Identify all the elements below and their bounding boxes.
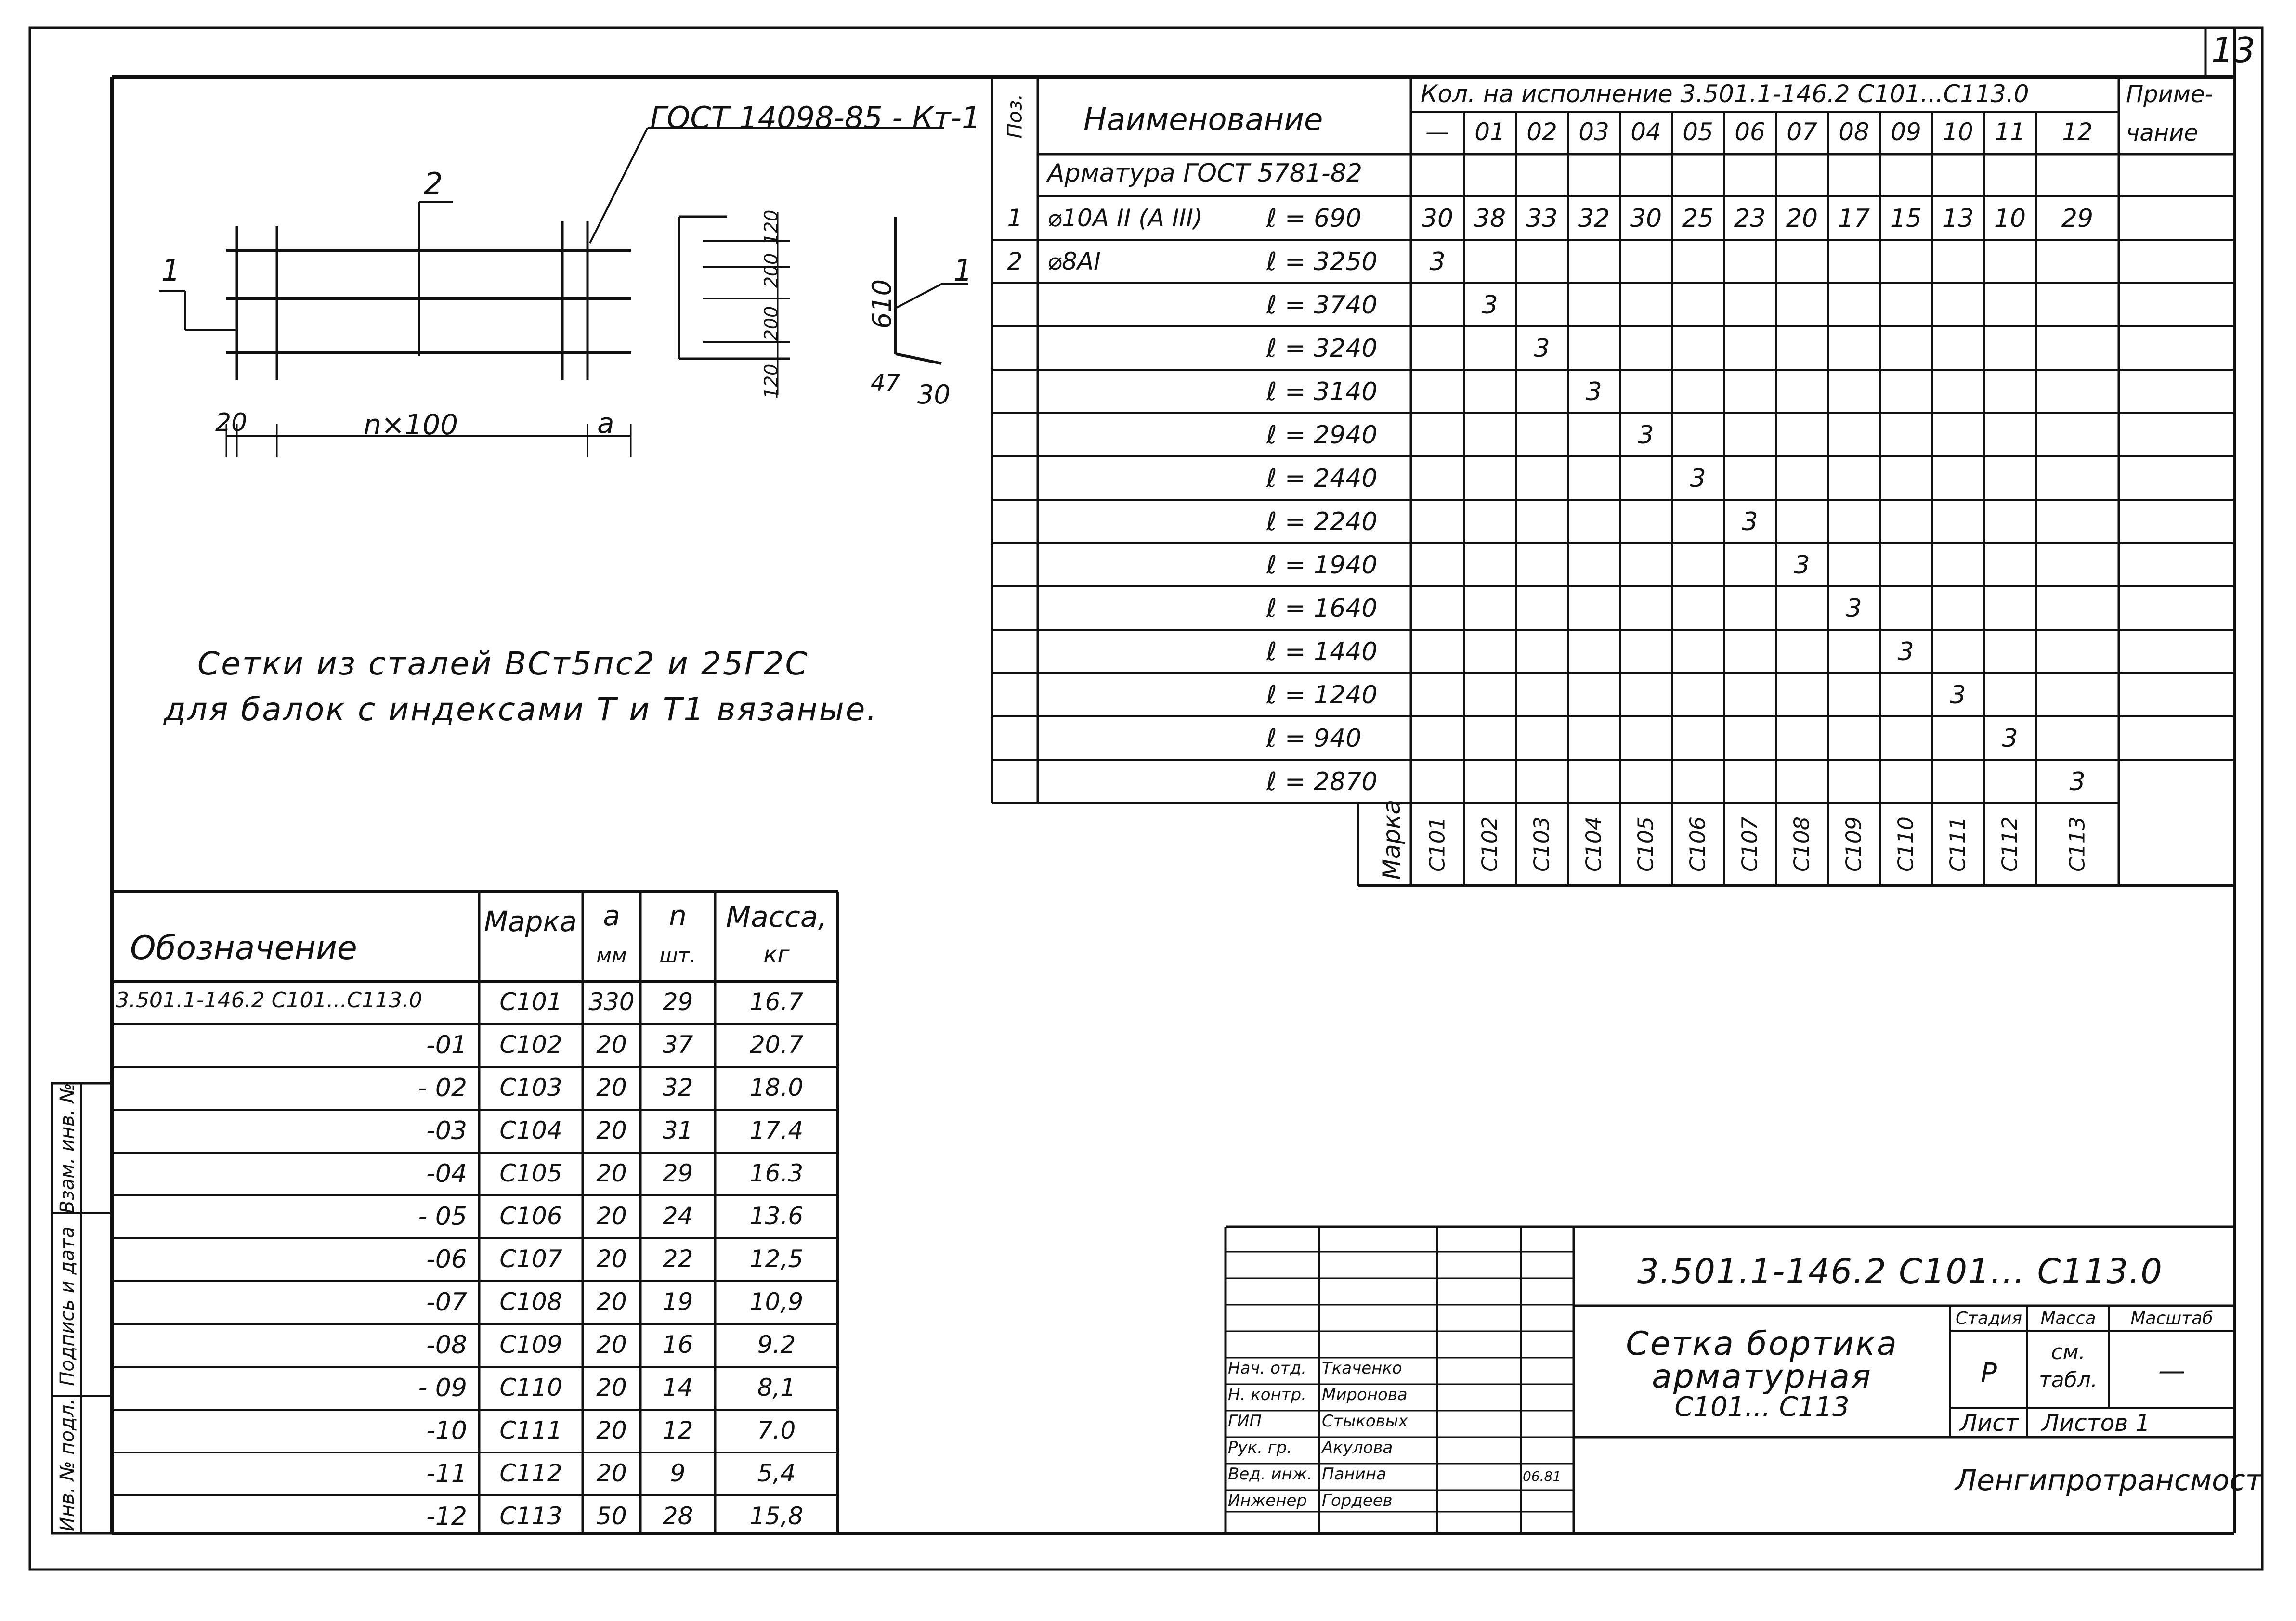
mark-row-designation: -08 xyxy=(426,1331,467,1360)
mark-row-mass: 17.4 xyxy=(749,1116,804,1144)
hook-dim-30: 30 xyxy=(917,379,951,410)
stage-label: Стадия xyxy=(1955,1309,2022,1328)
mark-row-mass: 9.2 xyxy=(757,1331,796,1359)
spec-mark-с107: С107 xyxy=(1737,817,1762,872)
spec-variant-2: 02 xyxy=(1526,118,1557,146)
mark-row-mass: 12,5 xyxy=(749,1245,804,1273)
mark-row-designation: -07 xyxy=(426,1288,467,1317)
mark-row-n: 19 xyxy=(662,1288,693,1316)
spec-row-pos: 1 xyxy=(1007,204,1023,232)
sign-role: Вед. инж. xyxy=(1228,1465,1313,1484)
spec-row-length: ℓ = 2440 xyxy=(1266,464,1378,493)
spec-variant-9: 09 xyxy=(1891,118,1921,146)
mark-row-n: 29 xyxy=(662,988,693,1016)
mark-header-n-unit: шт. xyxy=(659,944,696,967)
spec-qty-cell: 30 xyxy=(1421,204,1454,233)
mark-row-a: 20 xyxy=(596,1074,627,1102)
spec-qty-cell: 33 xyxy=(1526,204,1558,233)
mark-header-n: n xyxy=(669,899,687,932)
spec-mark-с111: С111 xyxy=(1945,817,1970,872)
spec-mark-с103: С103 xyxy=(1529,817,1554,872)
gost-label: ГОСТ 14098-85 - Кт-1 xyxy=(650,100,981,135)
sign-name: Миронова xyxy=(1322,1385,1408,1404)
mark-row-a: 20 xyxy=(596,1374,627,1401)
spec-variant-7: 07 xyxy=(1787,118,1817,146)
spec-qty-cell: 3 xyxy=(1950,681,1966,710)
stage-value: Р xyxy=(1981,1358,1997,1389)
mark-row-a: 20 xyxy=(596,1459,627,1487)
mark-row-designation: 3.501.1-146.2 С101...С113.0 xyxy=(116,988,423,1012)
mark-row-a: 20 xyxy=(596,1202,627,1230)
sheet-label: Лист xyxy=(1960,1410,2019,1437)
mark-row-a: 20 xyxy=(596,1159,627,1187)
spec-variant-8: 08 xyxy=(1839,118,1869,146)
mass-value: см. табл. xyxy=(2039,1340,2098,1392)
spec-qty-cell: 30 xyxy=(1630,204,1662,233)
spec-qty-cell: 20 xyxy=(1786,204,1818,233)
sign-date: 06.81 xyxy=(1523,1468,1562,1484)
organization: Ленгипротрансмост xyxy=(1955,1464,2262,1497)
mark-row-mass: 5,4 xyxy=(757,1459,796,1487)
mark-header-mass: Масса, xyxy=(726,900,827,934)
mark-row-n: 22 xyxy=(662,1245,693,1273)
mark-row-mark: С109 xyxy=(499,1331,562,1359)
spec-qty-cell: 3 xyxy=(1690,464,1706,493)
spec-qty-cell: 3 xyxy=(1742,507,1758,536)
spec-mark-с109: С109 xyxy=(1841,817,1866,872)
mark-row-n: 29 xyxy=(662,1159,693,1187)
note-line-2: для балок с индексами Т и Т1 вязаные. xyxy=(164,691,878,728)
dim-a: a xyxy=(597,407,614,440)
spec-qty-cell: 29 xyxy=(2061,204,2094,233)
spec-qty-cell: 32 xyxy=(1578,204,1610,233)
spec-row-length: ℓ = 690 xyxy=(1266,204,1362,233)
mark-row-a: 20 xyxy=(596,1416,627,1444)
mark-header-a: а xyxy=(603,899,620,932)
spec-qty-cell: 3 xyxy=(1794,551,1810,580)
sign-name: Гордеев xyxy=(1322,1491,1393,1510)
mark-row-n: 14 xyxy=(662,1374,693,1401)
sheets-label: Листов 1 xyxy=(2042,1410,2151,1437)
scale-label: Масштаб xyxy=(2130,1309,2213,1328)
mark-row-n: 28 xyxy=(662,1502,693,1530)
mark-row-designation: -12 xyxy=(426,1502,467,1531)
mark-row-mark: С106 xyxy=(499,1202,562,1230)
spec-row-length: ℓ = 2940 xyxy=(1266,421,1378,450)
spec-row-length: ℓ = 940 xyxy=(1266,724,1362,753)
spec-variant-1: 01 xyxy=(1474,118,1505,146)
mark-row-mass: 13.6 xyxy=(749,1202,804,1230)
mark-row-designation: -03 xyxy=(426,1116,467,1145)
spec-variant-3: 03 xyxy=(1578,118,1609,146)
mark-header-mark: Марка xyxy=(484,905,577,938)
spec-qty-cell: 13 xyxy=(1942,204,1974,233)
mark-row-mass: 18.0 xyxy=(749,1074,804,1102)
mark-header-designation: Обозначение xyxy=(130,929,357,967)
mark-row-n: 12 xyxy=(662,1416,693,1444)
spec-variant-12: 12 xyxy=(2062,118,2093,146)
spec-qty-cell: 17 xyxy=(1838,204,1870,233)
mark-row-n: 32 xyxy=(662,1074,693,1102)
mark-row-n: 37 xyxy=(662,1031,693,1059)
sign-role: Инженер xyxy=(1228,1491,1307,1510)
mark-row-mass: 7.0 xyxy=(757,1416,796,1444)
section-dim-4: 120 xyxy=(760,363,782,399)
mark-row-mark: С107 xyxy=(499,1245,562,1273)
mark-row-n: 9 xyxy=(670,1459,686,1487)
hook-dim-610: 610 xyxy=(867,279,898,329)
spec-qty-cell: 38 xyxy=(1474,204,1506,233)
mark-row-designation: -04 xyxy=(426,1159,467,1188)
spec-mark-с113: С113 xyxy=(2065,817,2090,872)
spec-mark-с110: С110 xyxy=(1893,817,1918,872)
spec-row-length: ℓ = 2870 xyxy=(1266,767,1378,796)
spec-row-length: ℓ = 1440 xyxy=(1266,637,1378,666)
spec-qty-cell: 3 xyxy=(1534,334,1550,363)
sketch-pos-2: 2 xyxy=(424,166,443,201)
side-stamp-inv: Инв. № подл. xyxy=(56,1399,78,1531)
sign-name: Панина xyxy=(1322,1465,1386,1484)
spec-mark-с105: С105 xyxy=(1633,817,1658,872)
mark-row-mark: С103 xyxy=(499,1074,562,1102)
mark-row-mass: 10,9 xyxy=(749,1288,804,1316)
spec-qty-cell: 25 xyxy=(1682,204,1714,233)
spec-header-qty: Кол. на исполнение 3.501.1-146.2 С101...С113.0 xyxy=(1421,80,2029,108)
mark-row-n: 16 xyxy=(662,1331,693,1359)
spec-header-pos: Поз. xyxy=(1003,93,1027,139)
spec-qty-cell: 10 xyxy=(1994,204,2026,233)
mass-label: Масса xyxy=(2040,1309,2096,1328)
mark-row-a: 50 xyxy=(596,1502,627,1530)
sign-role: Рук. гр. xyxy=(1228,1438,1292,1457)
spec-qty-cell: 3 xyxy=(1846,594,1862,623)
mark-row-a: 20 xyxy=(596,1116,627,1144)
mark-header-mass-unit: кг xyxy=(763,941,790,968)
mark-row-mark: С101 xyxy=(499,988,562,1016)
mark-row-mark: С105 xyxy=(499,1159,562,1187)
spec-mark-с101: С101 xyxy=(1425,817,1450,872)
side-stamp-replace: Взам. инв. № xyxy=(56,1083,78,1214)
side-stamp-sign: Подпись и дата xyxy=(56,1226,78,1386)
spec-header-note-1: Приме- xyxy=(2126,81,2213,108)
hook-dim-47: 47 xyxy=(871,370,900,397)
dim-20: 20 xyxy=(215,408,248,437)
hook-pos-1: 1 xyxy=(953,253,973,288)
sign-role: ГИП xyxy=(1228,1412,1262,1431)
mark-row-n: 24 xyxy=(662,1202,693,1230)
spec-variant-4: 04 xyxy=(1631,118,1661,146)
spec-qty-cell: 3 xyxy=(1482,291,1498,320)
section-dim-2: 200 xyxy=(760,253,782,288)
mark-row-mark: С112 xyxy=(499,1459,562,1487)
spec-qty-cell: 15 xyxy=(1890,204,1922,233)
spec-mark-с108: С108 xyxy=(1789,817,1814,872)
mark-row-mark: С102 xyxy=(499,1031,562,1059)
sketch-pos-1: 1 xyxy=(161,253,181,288)
spec-row-pos: 2 xyxy=(1007,247,1023,275)
title-line-2: арматурная xyxy=(1652,1358,1872,1396)
spec-row-name: ⌀8АI xyxy=(1047,247,1101,275)
spec-row-name: ⌀10А II (А III) xyxy=(1047,204,1203,232)
mark-row-mass: 16.7 xyxy=(749,988,804,1016)
mark-row-mark: С108 xyxy=(499,1288,562,1316)
spec-row-length: ℓ = 3740 xyxy=(1266,291,1378,320)
sign-role: Нач. отд. xyxy=(1228,1359,1307,1378)
section-dim-1: 120 xyxy=(760,209,782,245)
spec-row-length: ℓ = 1240 xyxy=(1266,681,1378,710)
sign-name: Стыковых xyxy=(1322,1412,1408,1431)
mark-row-designation: -10 xyxy=(426,1416,467,1445)
title-line-3: С101... С113 xyxy=(1674,1391,1850,1423)
spec-variant-0: — xyxy=(1425,118,1449,146)
spec-variant-11: 11 xyxy=(1995,118,2025,146)
mark-row-mass: 8,1 xyxy=(757,1374,796,1401)
spec-mark-с102: С102 xyxy=(1477,817,1502,872)
mark-row-a: 20 xyxy=(596,1288,627,1316)
section-dim-3: 200 xyxy=(760,306,782,341)
mark-row-mark: С113 xyxy=(499,1502,562,1530)
sign-name: Акулова xyxy=(1322,1438,1393,1457)
hook-bar-sketch xyxy=(896,217,968,363)
mark-row-designation: -06 xyxy=(426,1245,467,1274)
mark-row-n: 31 xyxy=(662,1116,693,1144)
mark-row-designation: -01 xyxy=(426,1031,467,1060)
mark-row-mark: С111 xyxy=(499,1416,562,1444)
spec-row-length: ℓ = 2240 xyxy=(1266,507,1378,536)
mark-row-designation: - 05 xyxy=(418,1202,467,1231)
dim-n-x-100: n×100 xyxy=(364,408,458,441)
spec-mark-с106: С106 xyxy=(1685,817,1710,872)
spec-variant-5: 05 xyxy=(1683,118,1713,146)
mark-row-mass: 16.3 xyxy=(749,1159,804,1187)
spec-qty-cell: 3 xyxy=(1898,637,1914,666)
mark-row-a: 20 xyxy=(596,1331,627,1359)
spec-qty-cell: 3 xyxy=(2002,724,2018,753)
spec-marks-label: Марка xyxy=(1378,799,1406,880)
note-line-1: Сетки из сталей ВСт5пс2 и 25Г2С xyxy=(197,645,809,682)
mark-row-mark: С104 xyxy=(499,1116,562,1144)
mark-row-designation: - 09 xyxy=(418,1374,467,1402)
spec-variant-6: 06 xyxy=(1735,118,1765,146)
spec-qty-cell: 3 xyxy=(2069,767,2086,796)
spec-qty-cell: 3 xyxy=(1586,377,1602,406)
mesh-sketch xyxy=(159,128,944,457)
mark-header-a-unit: мм xyxy=(596,944,627,967)
spec-row-length: ℓ = 3140 xyxy=(1266,377,1378,406)
title-doc-code: 3.501.1-146.2 С101... С113.0 xyxy=(1637,1252,2163,1291)
spec-row-length: ℓ = 3250 xyxy=(1266,247,1378,276)
mark-row-mark: С110 xyxy=(499,1374,562,1401)
spec-row-length: ℓ = 1940 xyxy=(1266,551,1378,580)
spec-header-note-2: чание xyxy=(2126,119,2198,146)
sign-role: Н. контр. xyxy=(1228,1385,1306,1404)
title-line-1: Сетка бортика xyxy=(1626,1325,1898,1363)
spec-mark-с112: С112 xyxy=(1997,817,2022,872)
mark-row-a: 20 xyxy=(596,1245,627,1273)
sheet-number: 13 xyxy=(2211,30,2256,70)
mark-row-mass: 20.7 xyxy=(749,1031,804,1059)
mark-row-mass: 15,8 xyxy=(749,1502,804,1530)
mark-row-a: 330 xyxy=(588,988,635,1016)
spec-qty-cell: 3 xyxy=(1638,421,1654,450)
spec-qty-cell: 23 xyxy=(1734,204,1766,233)
spec-header-name: Наименование xyxy=(1083,102,1323,138)
spec-row-length: ℓ = 3240 xyxy=(1266,334,1378,363)
spec-variant-10: 10 xyxy=(1943,118,1973,146)
mark-row-a: 20 xyxy=(596,1031,627,1059)
spec-mark-с104: С104 xyxy=(1581,817,1606,872)
sign-name: Ткаченко xyxy=(1322,1359,1402,1378)
spec-table-grid xyxy=(992,77,2234,886)
mark-row-designation: - 02 xyxy=(418,1074,467,1102)
scale-value: — xyxy=(2158,1355,2185,1387)
spec-row-length: ℓ = 1640 xyxy=(1266,594,1378,623)
mark-row-designation: -11 xyxy=(426,1459,467,1488)
spec-qty-cell: 3 xyxy=(1429,247,1446,276)
spec-section-title: Арматура ГОСТ 5781-82 xyxy=(1047,159,1362,188)
